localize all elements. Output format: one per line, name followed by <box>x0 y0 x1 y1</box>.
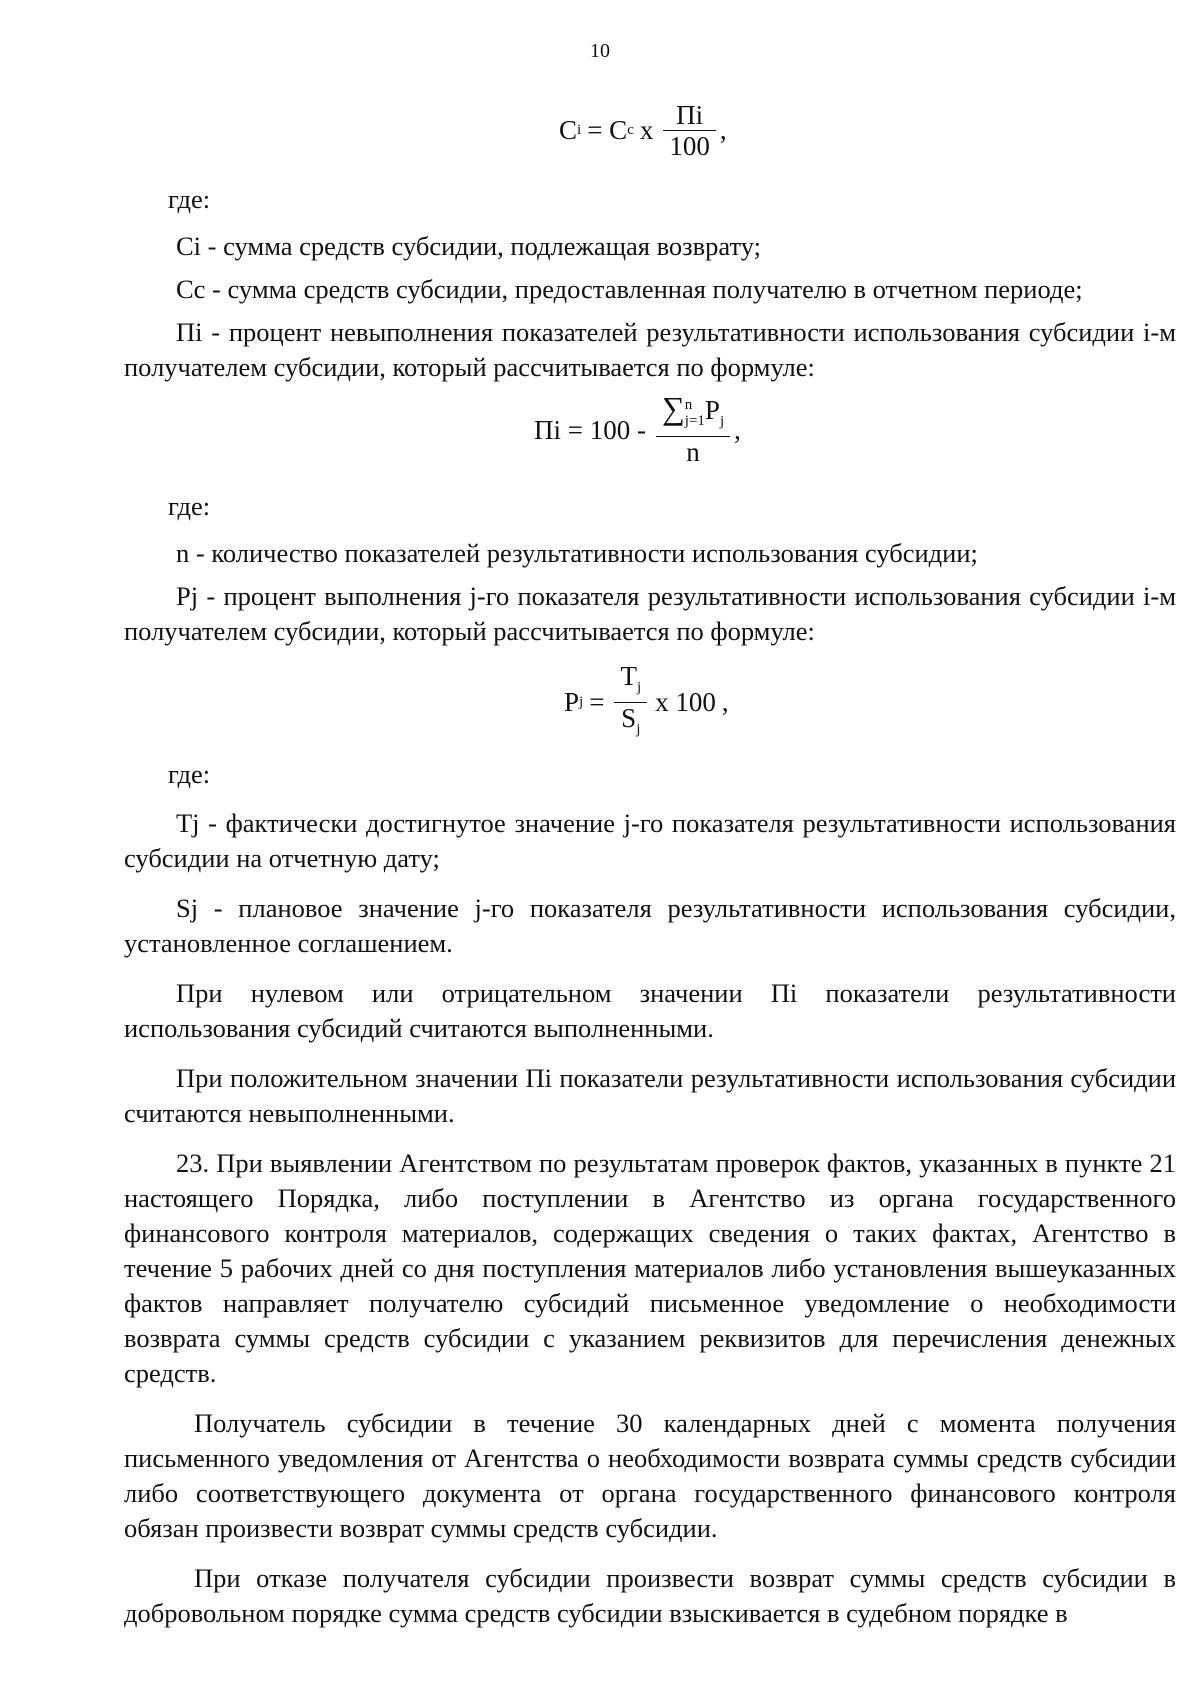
formula-pj-numerator <box>614 661 647 702</box>
formula-ci-cc-sub: c <box>627 122 634 138</box>
page-number: 10 <box>590 40 610 62</box>
formula-pj-denominator <box>615 703 646 744</box>
formula-ci-denominator: 100 <box>669 131 710 161</box>
numerator-t-sub: j <box>636 679 642 696</box>
formula-pi-denominator: n <box>686 437 700 468</box>
sum-lower-limit: j=1 <box>684 412 705 429</box>
formula-pi-fraction <box>656 390 730 468</box>
definition-cc: Cc - сумма средств субсидии, предоставленная получателю в отчетном периоде; <box>176 274 1083 304</box>
formula-pj-eq: = <box>589 687 605 718</box>
formula-ci-lhs-sub: i <box>577 122 582 138</box>
paragraph-refusal: При отказе получателя субсидии произвести возврат суммы средств субсидии в добровольном порядке сумма средств субсидии взыскивается в судебном порядке в <box>124 1563 1176 1628</box>
formula-ci-op: x <box>639 115 654 145</box>
paragraph-positive-value: При положительном значении Пi показатели результативности использования субсидии считаются невыполненными. <box>124 1063 1176 1128</box>
numerator-t: T <box>620 661 637 691</box>
formula-ci-numerator: Пi <box>676 100 704 130</box>
formula-ci-fraction <box>663 100 716 161</box>
formula-pi-tail: , <box>734 414 741 445</box>
paragraph-recipient: Получатель субсидии в течение 30 календарных дней с момента получения письменного уведомления от Агентства о необходимости возврата суммы средств субсидии либо соответствующего документа от органа государственного финансового контроля обязан произвести возврат суммы средств субсидии. <box>124 1408 1176 1543</box>
definition-pj: Pj - процент выполнения j-го показателя результативности использования субсидии i-м получателем субсидии, который рассчитывается по формуле: <box>124 581 1176 646</box>
formula-pj-lhs-sub: j <box>579 694 584 711</box>
sum-icon: ∑ <box>661 390 685 426</box>
formula-ci <box>124 100 1176 182</box>
formula-pi <box>124 390 1176 489</box>
formula-ci-tail: , <box>719 115 727 145</box>
sum-upper-limit: n <box>684 396 693 413</box>
formula-ci-lhs: C <box>559 115 578 145</box>
where-label: где: <box>168 491 211 521</box>
formula-pj-op: x 100 <box>655 687 716 718</box>
paragraph-23: 23. При выявлении Агентством по результатам проверок фактов, указанных в пункте 21 настоящего Порядка, либо поступлении в Агентство из органа государственного финансового контроля материалов, содержащих сведения о таких фактах, Агентство в течение 5 рабочих дней со дня поступления материалов либо установления вышеуказанных фактов направляет получателю субсидий письменное уведомление о необходимости возврата суммы средств субсидии с указанием реквизитов для перечисления денежных средств. <box>124 1148 1176 1388</box>
formula-ci-eq: = C <box>587 115 628 145</box>
definition-ci: Ci - сумма средств субсидии, подлежащая возврату; <box>176 231 761 261</box>
formula-pj-fraction <box>614 661 647 745</box>
definition-tj: Tj - фактически достигнутое значение j-го показателя результативности использования субсидии на отчетную дату; <box>124 808 1176 873</box>
where-label: где: <box>168 184 211 214</box>
formula-pj-tail: , <box>721 687 729 718</box>
definition-n: n - количество показателей результативности использования субсидии; <box>176 538 978 568</box>
document-body <box>124 100 1176 1631</box>
definition-pi: Пi - процент невыполнения показателей результативности использования субсидии i-м получателем субсидии, который рассчитывается по формуле: <box>124 317 1176 382</box>
formula-pi-numerator <box>656 390 730 436</box>
formula-pj-lhs: P <box>564 687 580 718</box>
formula-pi-lhs: Пi = 100 - <box>534 414 646 445</box>
denominator-s: S <box>621 703 637 734</box>
sum-term-sub: j <box>719 413 725 430</box>
definition-sj: Sj - плановое значение j-го показателя результативности использования субсидии, установленное соглашением. <box>124 893 1176 958</box>
formula-pj <box>124 657 1176 757</box>
where-label: где: <box>168 759 211 789</box>
paragraph-zero-value: При нулевом или отрицательном значении Пi показатели результативности использования субсидий считаются выполненными. <box>124 978 1176 1043</box>
sum-term: P <box>704 395 720 425</box>
denominator-s-sub: j <box>636 721 641 738</box>
